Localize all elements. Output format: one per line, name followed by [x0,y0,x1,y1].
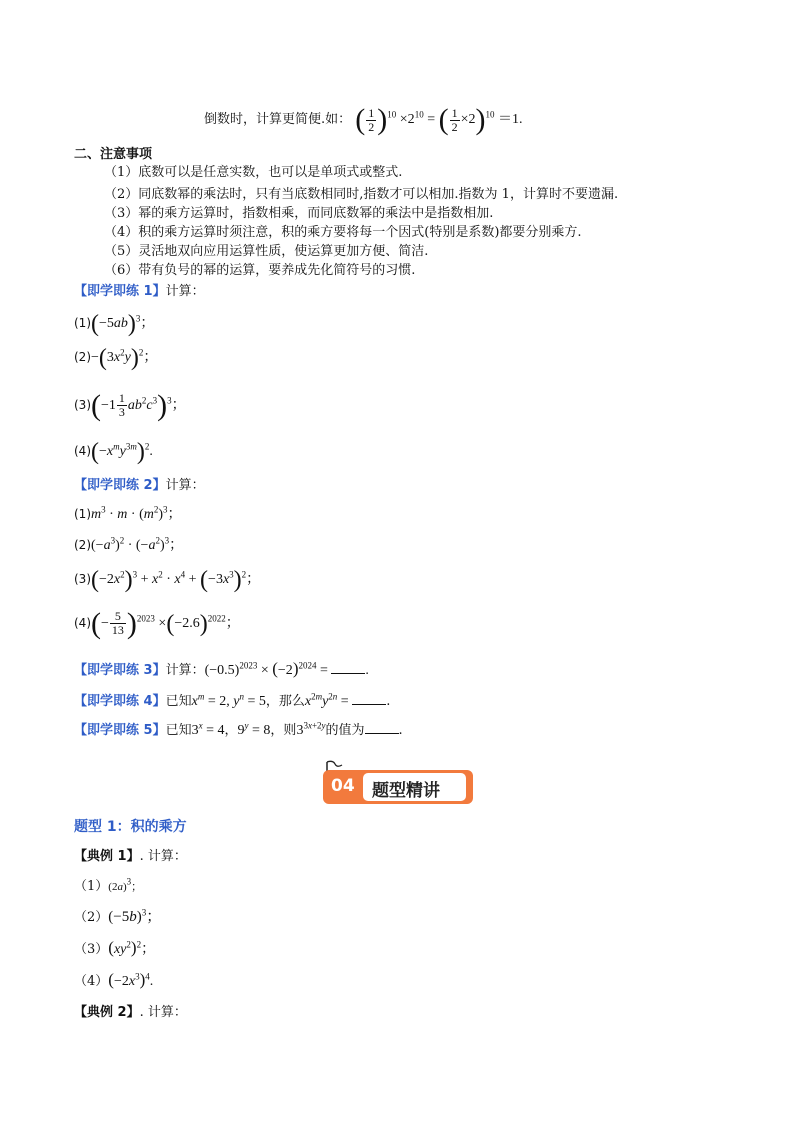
banner-title: 题型精讲 [372,781,440,801]
example-1-item-2: $(2)(-5b)^3$； [74,907,162,925]
practice-1-item-1: $(1)(-5ab)^3$； [74,310,155,337]
practice-1-item-4: $(4)(-x^my^{3m})^2$. [74,438,153,465]
practice-2-item-1: $(1)m^3 \cdot m \cdot (m^2)^3$； [74,504,182,522]
practice-3-label: 【即学即练 3】 [74,663,166,678]
answer-blank[interactable] [352,692,386,705]
practice-2-text: 计算： [165,478,205,493]
answer-blank[interactable] [331,661,365,674]
note-item-2: （2）同底数幂的乘法时，只有当底数相同时,指数才可以相加.指数为 1，计算时不要遗漏. [104,187,619,202]
example-2-header: 【典例 2】. 计算： [74,1005,187,1020]
banner-number: 04 [331,776,355,796]
example-2-label: 【典例 2】 [74,1005,140,1020]
example-1-item-4: $(4)(-2x^3)^4$. [74,970,154,989]
intro-line [204,100,523,140]
practice-2-label: 【即学即练 2】 [74,478,166,493]
practice-5: 【即学即练 5】已知$3^x = 4$，$9^y = 8$，则$3^{3x+2y}$的值为 . [74,720,403,738]
example-1-item-1: $(1)(2a)^3$； [74,876,143,894]
note-item-6: （6）带有负号的幂的运算，要养成先化简符号的习惯. [104,263,416,278]
practice-1-header [74,283,205,301]
practice-2-item-3: $(3)(-2x^2)^3 + x^2 \cdot x^4 + (-3x^3)^2$； [74,566,261,593]
practice-1-item-2: $(2)-(3x^2y)^2$； [74,344,158,371]
note-item-1: （1）底数可以是任意实数，也可以是单项式或整式. [104,165,403,180]
example-1-label: 【典例 1】 [74,849,140,864]
answer-blank[interactable] [365,721,399,734]
practice-1-label: 【即学即练 1】 [74,284,166,299]
practice-3-text: 计算： [165,663,205,678]
intro-tail: ＝1. [498,112,523,128]
section-banner [323,766,473,804]
example-1-item-3: $(3)(xy^2)^2$； [74,938,156,957]
note-item-5: （5）灵活地双向应用运算性质，使运算更加方便、简洁. [104,244,429,259]
practice-1-item-3: (3)(−1 $\frac{1}{3}$ $ab^2c^3)^3$； [74,388,186,422]
note-item-4: （4）积的乘方运算时须注意，积的乘方要将每一个因式(特别是系数)都要分别乘方. [104,225,582,240]
type-1-title: 题型 1：积的乘方 [74,819,187,835]
intro-text: 倒数时，计算更简便.如： [204,112,352,128]
note-item-3: （3）幂的乘方运算时，指数相乘，而同底数幂的乘法中是指数相加. [104,206,494,221]
practice-2-header [74,477,205,495]
intro-formula: ( $\frac{1}{2}$ )$^{10} \times 2^{10}$ = ( $\frac{1}{2}$ ×2)$^{10}$ [355,103,495,136]
practice-2-item-4: (4)(− $\frac{5}{13}$ )$^{2023} \times(-2.6)^{2022}$； [74,606,240,640]
section-title: 二、注意事项 [74,147,153,162]
practice-4: 【即学即练 4】已知$x^m = 2$, $y^n = 5$，那么$x^{2m}y^{2n}$ = . [74,691,391,709]
practice-1-text: 计算： [165,284,205,299]
practice-4-label: 【即学即练 4】 [74,694,166,709]
example-1-header: 【典例 1】. 计算： [74,849,187,864]
practice-5-label: 【即学即练 5】 [74,723,166,738]
practice-3: 【即学即练 3】计算：$(-0.5)^{2023} \times (-2)^{2024}$ = . [74,659,369,678]
practice-2-item-2: $(2)(-a^3)^2 \cdot (-a^2)^3$； [74,535,184,553]
